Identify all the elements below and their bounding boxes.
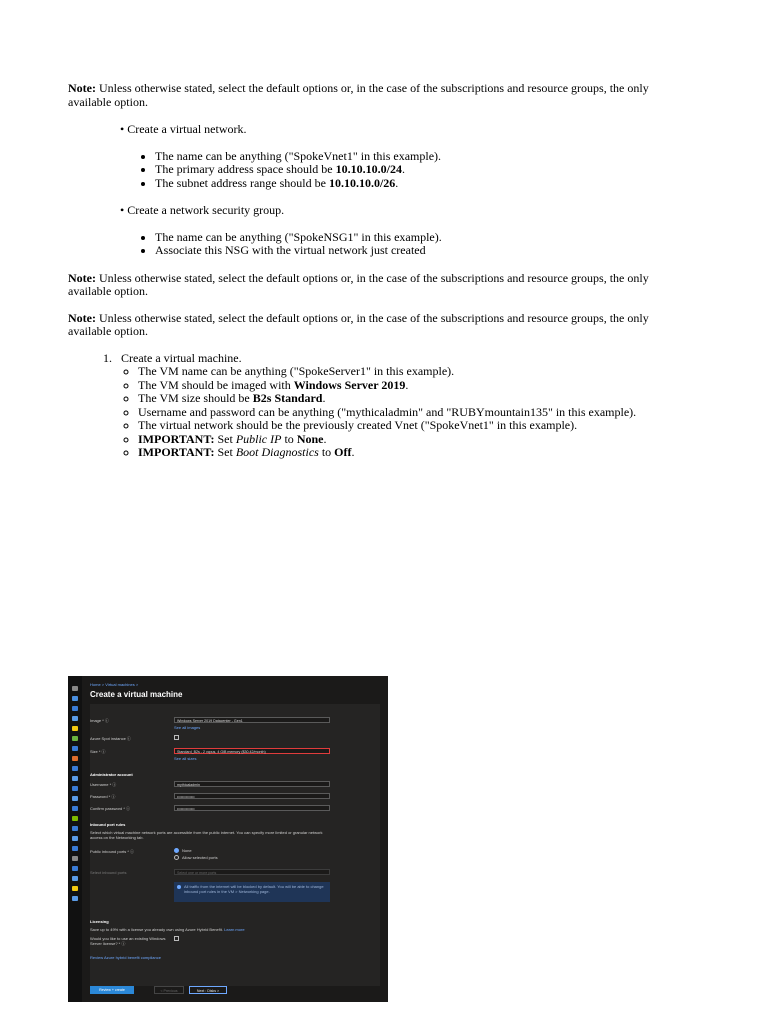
learn-more-link[interactable]: Learn more [224, 927, 245, 932]
select-ports-label: Select inbound ports [90, 870, 127, 875]
vm-item-text: Set [214, 445, 236, 459]
info-box [174, 882, 330, 902]
size-label: Size * ⓘ [90, 749, 106, 754]
size-select[interactable]: Standard_B2s - 2 vcpus, 4 GiB memory ($30.42/month) [174, 748, 330, 754]
inbound-section-header: Inbound port rules [90, 822, 126, 827]
see-all-sizes-link[interactable]: See all sizes [174, 756, 197, 761]
password-label: Password * ⓘ [90, 794, 116, 799]
form-pane [90, 704, 380, 986]
monitor-icon[interactable] [72, 836, 78, 841]
previous-button[interactable]: < Previous [154, 986, 184, 994]
image-select[interactable]: Windows Server 2019 Datacenter - Gen1 [174, 717, 330, 723]
vm-item-bold: Windows Server 2019 [293, 377, 406, 392]
vm-item-text: to [318, 445, 335, 459]
home-icon[interactable] [72, 706, 78, 711]
vnet-item-text: The name can be anything ("SpokeVnet1" in this example). [155, 148, 442, 163]
vm-item-bold: B2s Standard [252, 391, 323, 405]
admin-section-header: Administrator account [90, 772, 133, 777]
image-label: Image * ⓘ [90, 718, 109, 723]
vm-item-tail: . [322, 391, 326, 405]
azure-portal-screenshot [68, 676, 388, 1002]
review-create-button[interactable]: Review + create [90, 986, 134, 994]
vnet-heading: • Create a virtual network. [120, 122, 247, 136]
vm-item-image [138, 379, 688, 393]
vnet-list [68, 150, 688, 191]
vnet-item-bold: 10.10.10.0/24 [335, 162, 402, 176]
vm-item-text: The VM should be imaged with [138, 377, 294, 392]
load-balancers-icon[interactable] [72, 796, 78, 801]
all-services-icon[interactable] [72, 886, 78, 891]
vm-item-tail: . [405, 377, 409, 392]
confirm-password-label: Confirm password * ⓘ [90, 806, 131, 811]
vm-item-text: to [281, 431, 297, 446]
note-label: Note: [68, 270, 96, 285]
vnet-heading-text: Create a virtual network. [127, 122, 247, 136]
storage-icon[interactable] [72, 806, 78, 811]
username-label: Username * ⓘ [90, 782, 117, 787]
virtual-networks-icon[interactable] [72, 816, 78, 821]
cosmos-icon[interactable] [72, 776, 78, 781]
vm-item-boot-diagnostics [138, 446, 688, 460]
breadcrumb[interactable]: Home > Virtual machines > [90, 682, 139, 687]
nsg-list [68, 231, 688, 258]
existing-license-checkbox[interactable] [174, 936, 179, 941]
vm-list [68, 365, 688, 460]
vnet-item-name [155, 150, 688, 164]
vm-item-name: ◦ The VM name can be anything ("SpokeServer1" in this example). [138, 365, 688, 379]
radio-none[interactable] [174, 848, 179, 853]
vm-item-size [138, 392, 688, 406]
vm-item-text: Set [214, 431, 236, 446]
page-title: Create a virtual machine [90, 690, 183, 699]
list-number: 1. [103, 350, 112, 365]
vm-item-bold: IMPORTANT: [138, 445, 215, 459]
select-ports-dropdown: Select one or more ports [174, 869, 330, 875]
virtual-machines-icon[interactable] [72, 786, 78, 791]
vnet-item-tail: . [395, 175, 399, 190]
radio-none-label: None [182, 848, 192, 853]
nsg-heading-text: Create a network security group. [127, 203, 285, 217]
sql-icon[interactable] [72, 766, 78, 771]
note-label: Note: [68, 310, 96, 325]
licensing-section-header: Licensing [90, 919, 109, 924]
favorites-icon[interactable] [72, 726, 78, 731]
vnet-item-text: The primary address space should be [155, 162, 336, 176]
note-paragraph [68, 82, 688, 109]
menu-icon[interactable] [72, 686, 78, 691]
review-compliance-link[interactable]: Review Azure hybrid benefit compliance [90, 955, 161, 960]
info-icon [177, 885, 181, 889]
licensing-description [90, 927, 245, 932]
nsg-item: • Associate this NSG with the virtual network just created [155, 244, 688, 258]
security-icon[interactable] [72, 856, 78, 861]
create-resource-icon[interactable] [72, 696, 78, 701]
vm-item-tail: . [323, 431, 327, 446]
vm-item-italic: Boot Diagnostics [235, 445, 319, 459]
vm-item-text: The VM size should be [138, 391, 253, 405]
help-icon[interactable] [72, 876, 78, 881]
user-icon[interactable] [72, 896, 78, 901]
see-all-images-link[interactable]: See all images [174, 725, 201, 730]
info-text: All traffic from the internet will be blocked by default. You will be able to change inbound port rules in the VM > Networking page. [184, 884, 324, 894]
vm-item-bold: None [296, 431, 324, 446]
dashboard-icon[interactable] [72, 716, 78, 721]
password-input[interactable]: •••••••••••••• [174, 793, 330, 799]
advisor-icon[interactable] [72, 846, 78, 851]
inbound-description: Select which virtual machine network ports are accessible from the public internet. You can specify more limited or granular network access on the Networking tab. [90, 830, 323, 840]
vnet-item-subnet [155, 177, 688, 191]
app-services-icon[interactable] [72, 746, 78, 751]
vnet-item-bold: 10.10.10.0/26 [328, 175, 396, 190]
note-paragraph [68, 272, 688, 299]
vm-item-bold: IMPORTANT: [138, 431, 215, 446]
public-ports-label: Public inbound ports * ⓘ [90, 849, 135, 854]
confirm-password-input[interactable]: •••••••••••••• [174, 805, 330, 811]
function-app-icon[interactable] [72, 756, 78, 761]
vm-ordered-list [68, 352, 688, 366]
portal-left-rail [68, 676, 82, 1002]
vm-item-tail: . [351, 445, 355, 459]
note-text: Unless otherwise stated, select the default options or, in the case of the subscriptions and resource groups, the only available option. [68, 310, 649, 338]
nsg-heading: • Create a network security group. [120, 203, 285, 217]
next-disks-button[interactable]: Next : Disks > [189, 986, 227, 994]
note-label: Note: [68, 81, 96, 95]
radio-allow-label: Allow selected ports [182, 855, 218, 860]
resource-groups-icon[interactable] [72, 736, 78, 741]
note-text: Unless otherwise stated, select the default options or, in the case of the subscriptions and resource groups, the only available option. [68, 270, 649, 298]
vnet-item-tail: . [401, 162, 405, 176]
vnet-item-address-space [155, 163, 688, 177]
vm-item-public-ip [138, 433, 688, 447]
note-text: Unless otherwise stated, select the default options or, in the case of the subscriptions and resource groups, the only available option. [68, 81, 649, 109]
nsg-item: • The name can be anything ("SpokeNSG1" in this example). [155, 231, 688, 245]
vm-heading-text: Create a virtual machine. [121, 350, 242, 365]
cost-icon[interactable] [72, 866, 78, 871]
vm-item-italic: Public IP [235, 431, 282, 446]
note-paragraph [68, 312, 688, 339]
vm-heading [103, 352, 688, 366]
radio-allow-selected[interactable] [174, 855, 179, 860]
vm-item-credentials: ◦ Username and password can be anything ("mythicaladmin" and "RUBYmountain135" in this example). [138, 406, 688, 420]
document-body [68, 82, 688, 460]
vm-item-bold: Off [334, 445, 352, 459]
licensing-desc-text: Save up to 49% with a license you already own using Azure Hybrid Benefit. [90, 927, 223, 932]
aad-icon[interactable] [72, 826, 78, 831]
vm-item-vnet: ◦ The virtual network should be the previously created Vnet ("SpokeVnet1" in this example). [138, 419, 688, 433]
vnet-item-text: The subnet address range should be [155, 175, 329, 190]
spot-checkbox[interactable] [174, 735, 179, 740]
spot-label: Azure Spot instance ⓘ [90, 736, 131, 741]
username-input[interactable]: mythicaladmin [174, 781, 330, 787]
existing-license-label: Would you like to use an existing Windows Server license? * ⓘ [90, 936, 166, 946]
